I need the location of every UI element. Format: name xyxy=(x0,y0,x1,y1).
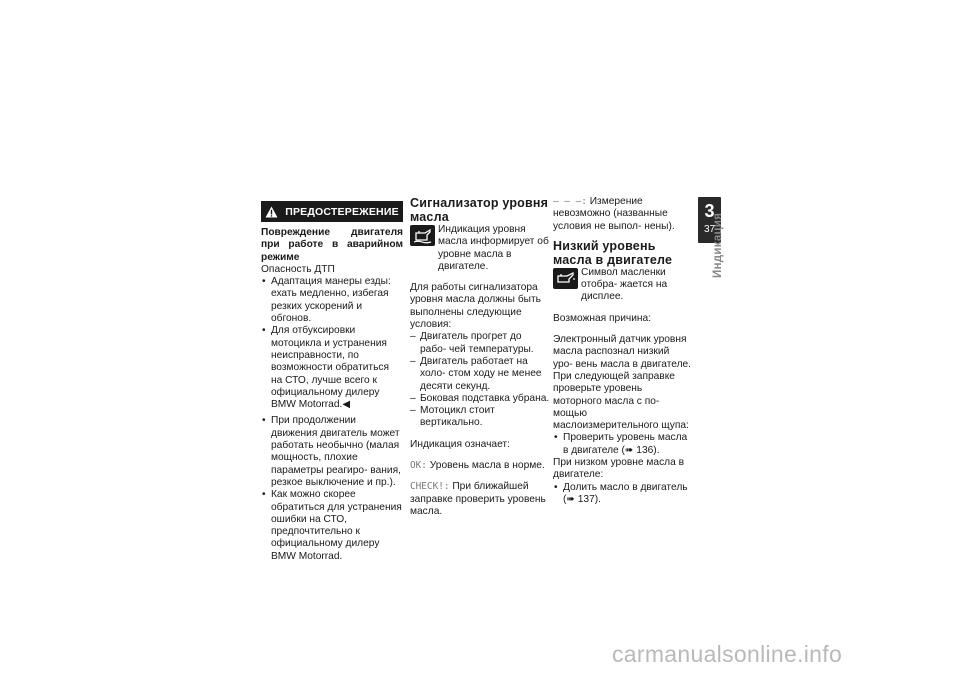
cause-label: Возможная причина: xyxy=(553,312,652,324)
warning-danger: Опасность ДТП xyxy=(261,263,335,275)
warning-bullet: • Как можно скорее обратиться для устранения ошибки на СТО, предпочтительно к официальному дилеру BMW Motorrad. xyxy=(262,489,402,562)
condition-item: – Мотоцикл стоит вертикально. xyxy=(410,405,495,429)
condition-item: – Боковая подставка убрана. xyxy=(410,392,550,404)
oil-level-icon xyxy=(410,225,435,246)
page-number: 37 xyxy=(703,224,716,235)
check-oil-bullet: • Проверить уровень масла в двигателе (➠ 136). xyxy=(554,432,688,456)
low-oil-text: При низком уровне масла в двигателе: xyxy=(553,457,685,481)
low-oil-heading: Низкий уровень масла в двигателе xyxy=(553,238,673,267)
dash-code: – – –: xyxy=(553,196,587,207)
warning-column xyxy=(261,201,403,563)
conditions-intro: Для работы сигнализатора уровня масла должны быть выполнены следующие условия: xyxy=(410,282,541,331)
cause-text: Электронный датчик уровня масла распознал низкий уро- вень масла в двигателе. При следующей заправке проверьте уровень моторного масла с по- мощью маслоизмерительного щупа: xyxy=(553,334,692,432)
oil-indicator-icon-text: Индикация уровня масла информирует об уровне масла в двигателе. xyxy=(438,224,549,272)
check-line: CHECK!: При ближайшей заправке проверить уровень масла. xyxy=(410,481,546,517)
condition-item: – Двигатель работает на холо- стом ходу не менее десяти секунд. xyxy=(410,355,542,392)
low-oil-column xyxy=(553,196,691,506)
meaning-intro: Индикация означает: xyxy=(410,438,510,450)
warning-banner xyxy=(261,201,403,222)
low-oil-icon-text: Символ масленки отобра- жается на дисплее. xyxy=(581,266,668,303)
check-code: CHECK!: xyxy=(410,481,450,493)
section-label: Индикация xyxy=(712,212,724,278)
dash-line: – – –: Измерение невозможно (названные условия не выпол- нены). xyxy=(553,196,675,232)
oil-indicator-heading: Сигнализатор уровня масла xyxy=(410,196,549,224)
ok-code: OK: xyxy=(410,460,427,472)
low-oil-intro xyxy=(553,267,691,304)
ok-line: OK: Уровень масла в норме. xyxy=(410,460,545,472)
oil-indicator-column xyxy=(410,196,550,518)
warning-bullet: • При продолжении движения двигатель может работать необычно (малая мощность, плохие параметры реагиро- вания, резкое выключение и пр.). xyxy=(262,415,401,488)
warning-triangle-icon xyxy=(265,206,278,218)
watermark: carmanualsonline.info xyxy=(612,641,843,667)
warning-label: ПРЕДОСТЕРЕЖЕНИЕ xyxy=(285,205,399,218)
chapter-number: 3 xyxy=(704,201,715,221)
oil-indicator-intro xyxy=(410,224,550,273)
condition-item: – Двигатель прогрет до рабо- чей температуры. xyxy=(410,331,534,355)
warning-bullet: • Для отбуксировки мотоцикла и устранения неисправности, по возможности обратиться на СТО, лучше всего к официальному дилеру BMW Motorrad.◀ xyxy=(262,325,390,411)
add-oil-bullet: • Долить масло в двигатель (➠ 137). xyxy=(554,481,688,505)
warning-bullet: • Адаптация манеры езды: ехать медленно, избегая резких ускорений и обгонов. xyxy=(262,276,391,325)
oil-can-icon xyxy=(553,268,578,289)
warning-heading: Повреждение двигателя при работе в аварийном режиме xyxy=(261,227,403,263)
